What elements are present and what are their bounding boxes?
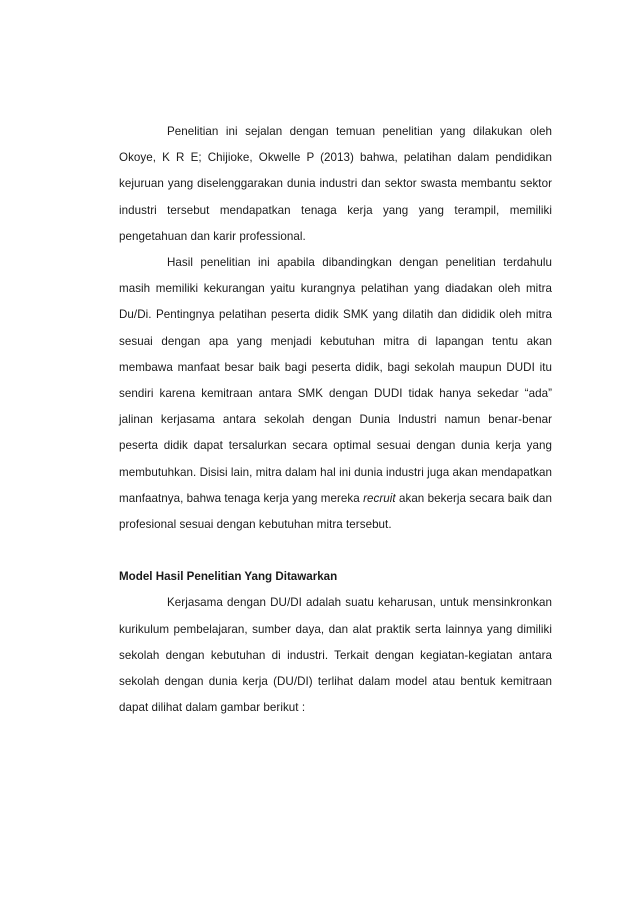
paragraph-2 [119,250,552,538]
italic-term-recruit: recruit [363,491,396,505]
paragraph-2-text-b: akan bekerja secara baik dan profesional sesuai dengan kebutuhan mitra tersebut. [119,491,552,532]
paragraph-3: Kerjasama dengan DU/DI adalah suatu keharusan, untuk mensinkronkan kurikulum pembelajaran, sumber daya, dan alat praktik serta lainnya yang dimiliki sekolah dengan kebutuhan di industri. Terkait dengan kegiatan-kegiatan antara sekolah dengan dunia kerja (DU/DI) terlihat dalam model atau bentuk kemitraan dapat dilihat dalam gambar berikut : [119,596,552,715]
section-spacer [119,538,552,564]
paragraph-1: Penelitian ini sejalan dengan temuan penelitian yang dilakukan oleh Okoye, K R E; Chijioke, Okwelle P (2013) bahwa, pelatihan dalam pendidikan kejuruan yang diselenggarakan dunia industri dan sektor swasta membantu sektor industri tersebut mendapatkan tenaga kerja yang yang terampil, memiliki pengetahuan dan karir professional. [119,125,552,243]
document-body [119,119,552,721]
section-heading: Model Hasil Penelitian Yang Ditawarkan [119,570,338,584]
paragraph-2-text-a: Hasil penelitian ini apabila dibandingkan dengan penelitian terdahulu masih memiliki kekurangan yaitu kurangnya pelatihan yang diadakan oleh mitra Du/Di. Pentingnya pelatihan peserta didik SMK yang dilatih dan dididik oleh mitra sesuai dengan apa yang menjadi kebutuhan mitra di lapangan tentu akan membawa manfaat besar baik bagi peserta didik, bagi sekolah maupun DUDI itu sendiri karena kemitraan antara SMK dengan DUDI tidak hanya sekedar “ada” jalinan kerjasama antara sekolah dengan Dunia Industri namun benar-benar peserta didik dapat tersalurkan secara optimal sesuai dengan dunia kerja yang membutuhkan. Disisi lain, mitra dalam hal ini dunia industri juga akan mendapatkan manfaatnya, bahwa tenaga kerja yang mereka [119,256,552,505]
